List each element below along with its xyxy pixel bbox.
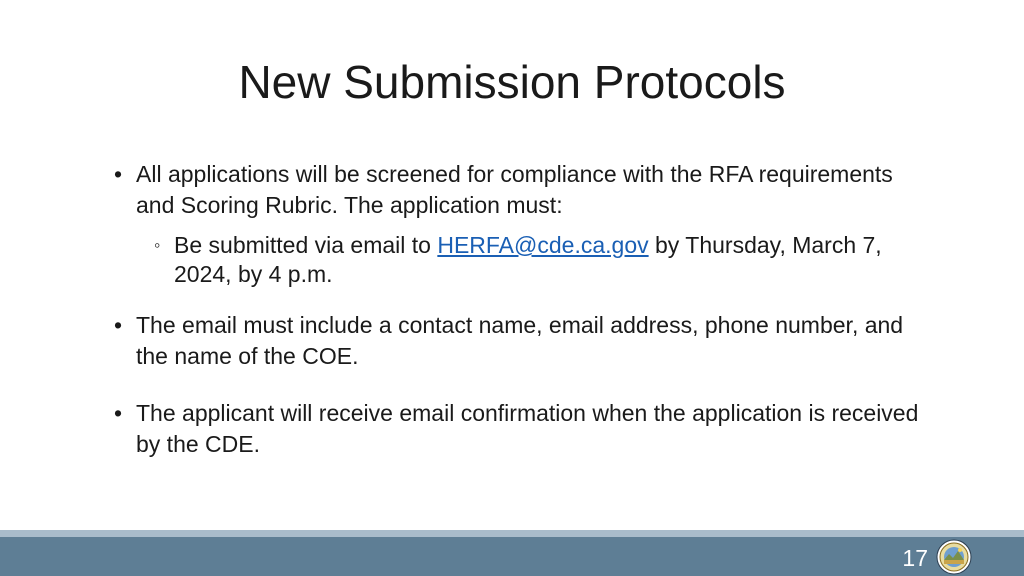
sub-bullet-text-start: Be submitted via email to [174,232,438,258]
bullet-item [112,310,932,372]
slide-body [112,159,932,460]
bullet-marker: • [114,161,123,187]
footer-stripe [0,530,1024,537]
page-number: 17 [902,545,928,571]
bullet-text: The applicant will receive email confirmation when the application is received by the CDE. [136,400,919,457]
bullet-text: All applications will be screened for compliance with the RFA requirements and Scoring Rubric. The application must: [136,161,893,218]
sub-bullet-text-end: by Thursday, March 7, 2024, by 4 p.m. [174,232,882,287]
bullet-text: The email must include a contact name, email address, phone number, and the name of the COE. [136,312,904,369]
footer-bar [0,537,1024,576]
slide-title: New Submission Protocols [238,56,786,108]
sub-bullet-item [154,231,932,289]
bullet-marker: • [114,312,123,338]
california-department-of-education-seal-icon [936,539,972,575]
email-link[interactable]: HERFA@cde.ca.gov [437,232,649,258]
bullet-item [112,159,932,221]
bullet-item [112,398,932,460]
bullet-marker: • [114,400,123,426]
sub-bullet-marker: ◦ [154,235,161,255]
